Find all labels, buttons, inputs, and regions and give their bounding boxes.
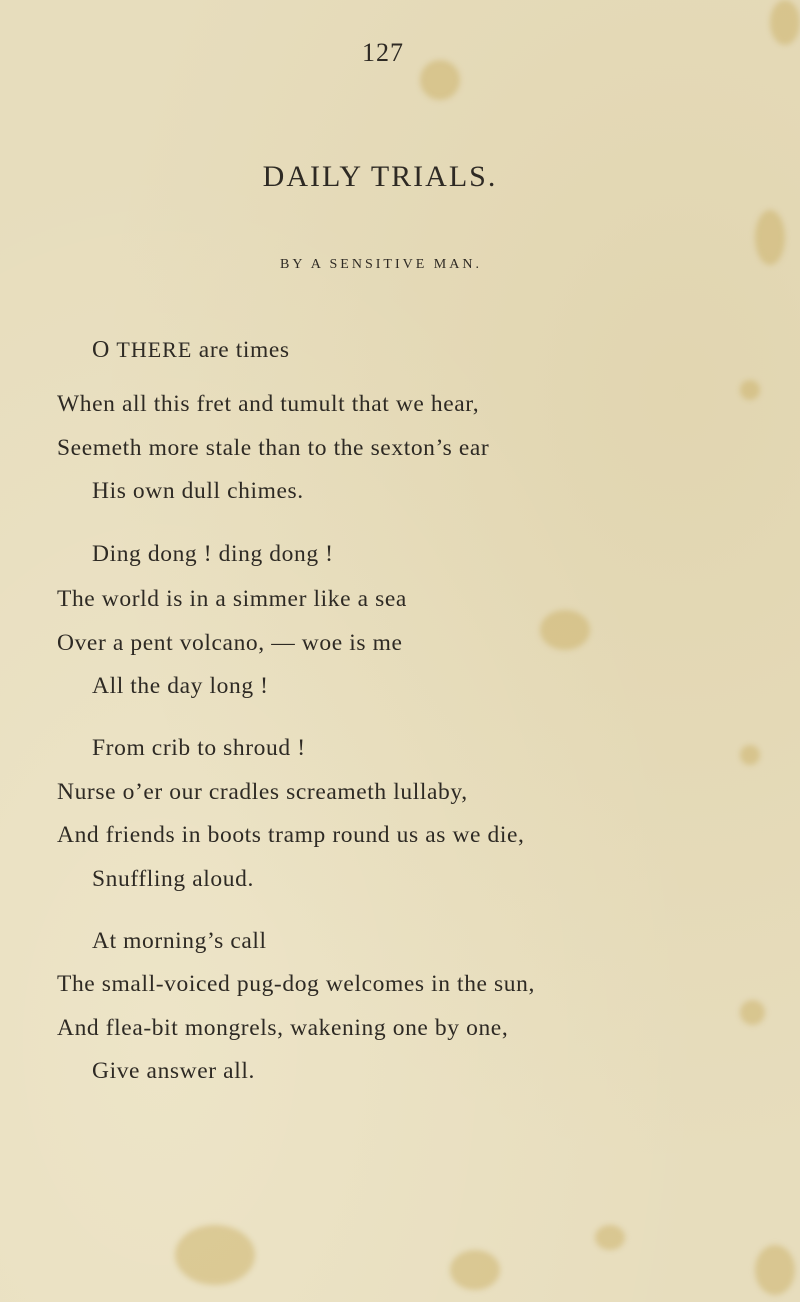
foxing-spot — [595, 1225, 625, 1250]
poem-title — [0, 160, 800, 194]
poem-line: His own dull chimes. — [92, 478, 304, 504]
poem-line: And friends in boots tramp round us as we die, — [57, 822, 525, 848]
poem-line: Seemeth more stale than to the sexton’s ear — [57, 435, 490, 461]
poem-byline-text: BY A SENSITIVE MAN. — [280, 257, 482, 272]
poem-line: At morning’s call — [92, 928, 267, 954]
page-number: 127 — [362, 38, 404, 67]
initial-letter: O — [92, 337, 110, 363]
poem-title-text: DAILY TRIALS. — [262, 160, 498, 193]
foxing-spot — [770, 0, 800, 45]
poem-line: From crib to shroud ! — [92, 735, 306, 761]
poem-line: The small-voiced pug-dog welcomes in the sun, — [57, 971, 535, 997]
foxing-spot — [740, 1000, 765, 1025]
poem-byline — [0, 257, 800, 273]
foxing-spot — [175, 1225, 255, 1285]
poem-line: Ding dong ! ding dong ! — [92, 541, 334, 567]
poem-line: Over a pent volcano, — woe is me — [57, 630, 403, 656]
foxing-spot — [755, 1245, 795, 1295]
poem-line: Give answer all. — [92, 1058, 255, 1084]
poem-line: Nurse o’er our cradles screameth lullaby, — [57, 779, 468, 805]
foxing-spot — [540, 610, 590, 650]
foxing-spot — [740, 745, 760, 765]
poem-line: And flea-bit mongrels, wakening one by one, — [57, 1015, 509, 1041]
foxing-spot — [740, 380, 760, 400]
small-caps-word: THERE — [116, 337, 193, 362]
poem-line: All the day long ! — [92, 673, 269, 699]
poem-line: The world is in a simmer like a sea — [57, 586, 407, 612]
poem-line — [92, 337, 290, 364]
poem-line: When all this fret and tumult that we hear, — [57, 391, 480, 417]
line-text: are times — [192, 337, 290, 363]
foxing-spot — [420, 60, 460, 100]
foxing-spot — [450, 1250, 500, 1290]
poem-line: Snuffling aloud. — [92, 866, 254, 892]
